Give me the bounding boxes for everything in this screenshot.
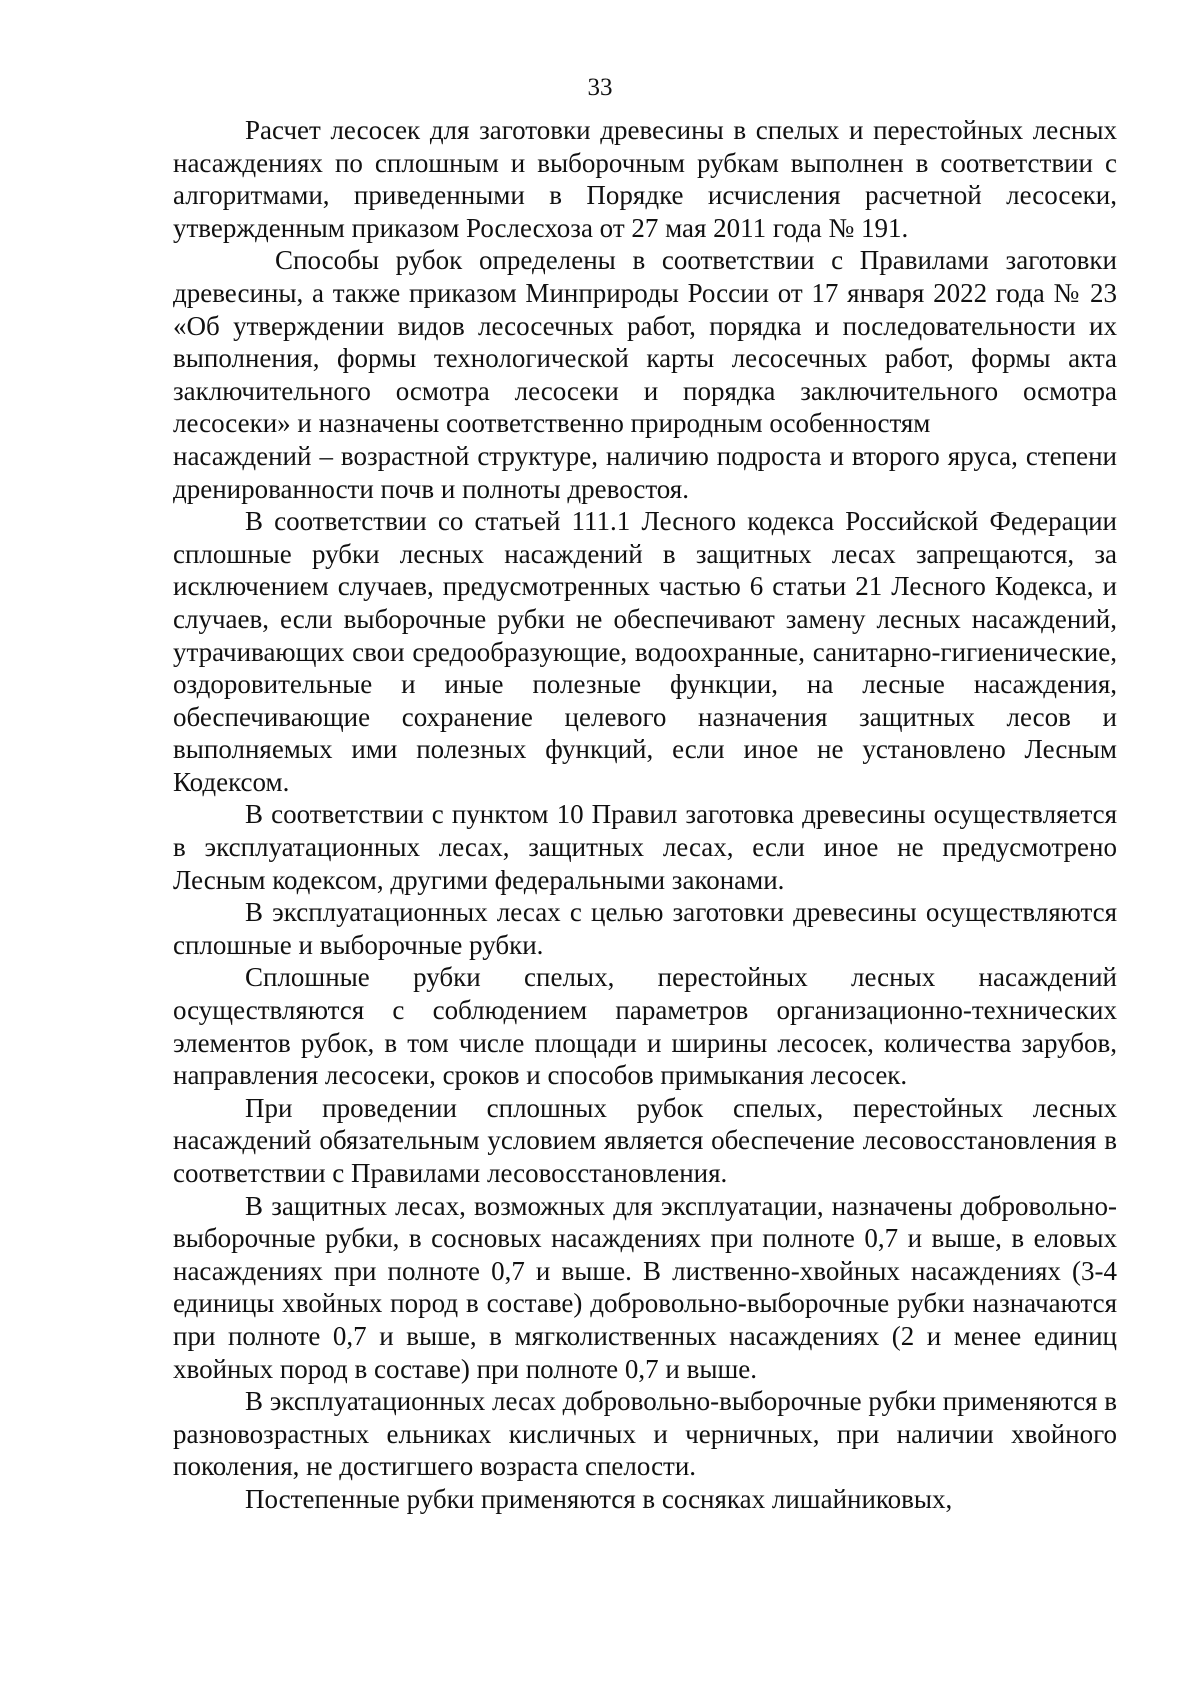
paragraph-gradual-cutting: Постепенные рубки применяются в сосняках лишайниковых, (245, 1483, 953, 1514)
paragraph-rules-point-10: В соответствии с пунктом 10 Правил заготовка древесины осуществляется в эксплуатационных лесах, защитных лесах, если иное не предусмотрено Лесным кодексом, другими федеральными законами. (173, 799, 1117, 895)
paragraph-selective-cutting: В эксплуатационных лесах добровольно-выборочные рубки применяются в разновозрастных ельниках кисличных и черничных, при наличии хвойного поколения, не достигшего возраста спелости. (173, 1386, 1117, 1482)
page-number: 33 (587, 74, 613, 101)
paragraph-felling-methods: Способы рубок определены в соответствии с Правилами заготовки древесины, а также приказом Минприроды России от 17 января 2022 года № 23 «Об утверждении видов лесосечных работ, порядка и последовательности их выполнения, формы технологической карты лесосечных работ, формы акта заключительного осмотра лесосеки и порядка заключительного осмотра лесосеки» и назначены соответственно природным особенностям (173, 245, 1117, 439)
document-body (173, 114, 1117, 1516)
paragraph-clear-cutting: Сплошные рубки спелых, перестойных лесных насаждений осуществляются с соблюдением параметров организационно-технических элементов рубок, в том числе площади и ширины лесосек, количества зарубов, направления лесосеки, сроков и способов примыкания лесосек. (173, 962, 1117, 1091)
paragraph-felling-methods-continued: насаждений – возрастной структуре, наличию подроста и второго яруса, степени дренированности почв и полноты древостоя. (173, 440, 1117, 504)
paragraph-reforestation: При проведении сплошных рубок спелых, перестойных лесных насаждений обязательным условием является обеспечение лесовосстановления в соответствии с Правилами лесовосстановления. (173, 1092, 1117, 1188)
paragraph-exploitation-forests: В эксплуатационных лесах с целью заготовки древесины осуществляются сплошные и выборочные рубки. (173, 897, 1117, 960)
paragraph-forest-code-article: В соответствии со статьей 111.1 Лесного кодекса Российской Федерации сплошные рубки лесных насаждений в защитных лесах запрещаются, за исключением случаев, предусмотренных частью 6 статьи 21 Лесного Кодекса, и случаев, если выборочные рубки не обеспечивают замену лесных насаждений, утрачивающих свои средообразующие, водоохранные, санитарно-гигиенические, оздоровительные и иные полезные функции, на лесные насаждения, обеспечивающие сохранение целевого назначения защитных лесов и выполняемых ими полезных функций, если иное не установлено Лесным Кодексом. (173, 506, 1117, 797)
paragraph-protective-forests: В защитных лесах, возможных для эксплуатации, назначены добровольно-выборочные рубки, в сосновых насаждениях при полноте 0,7 и выше, в еловых насаждениях при полноте 0,7 и выше. В лиственно-хвойных насаждениях (3-4 единицы хвойных пород в составе) добровольно-выборочные рубки назначаются при полноте 0,7 и выше, в мягколиственных насаждениях (2 и менее единиц хвойных пород в составе) при полноте 0,7 и выше. (173, 1190, 1117, 1384)
paragraph-calculation-method: Расчет лесосек для заготовки древесины в спелых и перестойных лесных насаждениях по сплошным и выборочным рубкам выполнен в соответствии с алгоритмами, приведенными в Порядке исчисления расчетной лесосеки, утвержденным приказом Рослесхоза от 27 мая 2011 года № 191. (173, 115, 1117, 243)
